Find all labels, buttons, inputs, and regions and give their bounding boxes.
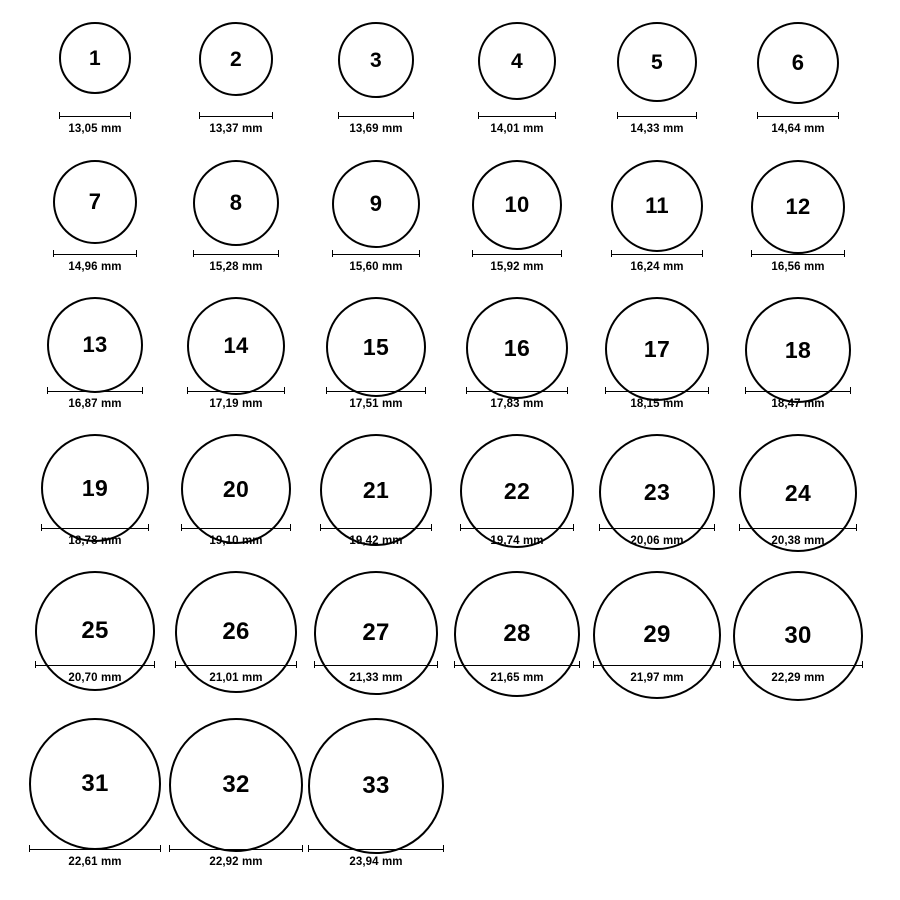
ring-diameter-label: 16,56 mm bbox=[771, 261, 825, 273]
ring-size-number: 28 bbox=[503, 620, 531, 647]
ring-size-number: 13 bbox=[82, 332, 108, 357]
dimension-bar-icon bbox=[35, 661, 155, 668]
ring-diameter-label: 19,42 mm bbox=[349, 535, 403, 547]
dimension-bar-icon bbox=[478, 112, 556, 119]
dimension-bar-icon bbox=[175, 661, 297, 668]
ring-diameter-dimension bbox=[617, 112, 697, 136]
ring-size-number: 7 bbox=[88, 189, 102, 214]
ring-size-cell bbox=[166, 571, 306, 685]
dimension-bar-icon bbox=[605, 387, 709, 394]
ring-diameter-dimension bbox=[338, 112, 414, 136]
ring-size-number: 23 bbox=[643, 478, 671, 505]
ring-diameter-dimension bbox=[599, 524, 715, 548]
ring-diameter-dimension bbox=[181, 524, 291, 548]
ring-size-number: 11 bbox=[645, 193, 669, 218]
ring-circle bbox=[326, 297, 426, 397]
ring-diameter-dimension bbox=[733, 661, 863, 685]
ring-size-cell bbox=[447, 160, 587, 274]
ring-size-number: 8 bbox=[229, 190, 243, 215]
ring-circle bbox=[59, 22, 131, 94]
ring-circle bbox=[193, 160, 279, 246]
ring-size-number: 10 bbox=[504, 192, 530, 217]
dimension-bar-icon bbox=[29, 845, 161, 852]
ring-size-cell bbox=[306, 571, 446, 685]
ring-size-number: 24 bbox=[784, 479, 812, 506]
ring-size-cell bbox=[166, 434, 306, 548]
dimension-bar-icon bbox=[308, 845, 444, 852]
ring-diameter-dimension bbox=[611, 250, 703, 274]
dimension-bar-icon bbox=[593, 661, 721, 668]
ring-diameter-label: 16,24 mm bbox=[630, 261, 684, 273]
ring-circle bbox=[617, 22, 697, 102]
ring-size-cell bbox=[587, 434, 727, 548]
ring-diameter-label: 14,96 mm bbox=[68, 261, 122, 273]
ring-diameter-label: 22,29 mm bbox=[771, 672, 825, 684]
ring-size-number: 15 bbox=[362, 333, 390, 360]
ring-size-number: 17 bbox=[643, 335, 671, 362]
ring-size-cell bbox=[587, 22, 727, 136]
dimension-bar-icon bbox=[338, 112, 414, 119]
ring-size-cell bbox=[728, 160, 868, 274]
ring-diameter-dimension bbox=[193, 250, 279, 274]
dimension-bar-icon bbox=[320, 524, 432, 531]
ring-size-number: 12 bbox=[785, 194, 811, 219]
dimension-bar-icon bbox=[314, 661, 438, 668]
ring-diameter-dimension bbox=[29, 845, 161, 869]
ring-diameter-label: 17,19 mm bbox=[209, 398, 263, 410]
dimension-bar-icon bbox=[199, 112, 273, 119]
ring-diameter-label: 22,61 mm bbox=[68, 856, 122, 868]
ring-size-number: 33 bbox=[362, 772, 390, 799]
ring-diameter-dimension bbox=[472, 250, 562, 274]
ring-size-number: 16 bbox=[503, 334, 531, 361]
dimension-bar-icon bbox=[751, 250, 845, 257]
ring-size-cell bbox=[166, 718, 306, 869]
dimension-bar-icon bbox=[326, 387, 426, 394]
ring-size-cell bbox=[447, 571, 587, 685]
ring-size-cell bbox=[447, 434, 587, 548]
ring-diameter-label: 17,83 mm bbox=[490, 398, 544, 410]
ring-diameter-dimension bbox=[454, 661, 580, 685]
ring-size-number: 3 bbox=[370, 48, 382, 72]
ring-size-number: 21 bbox=[362, 476, 390, 503]
ring-diameter-label: 16,87 mm bbox=[68, 398, 122, 410]
ring-size-cell bbox=[447, 22, 587, 136]
ring-size-cell bbox=[166, 22, 306, 136]
ring-size-number: 4 bbox=[511, 49, 523, 73]
dimension-bar-icon bbox=[611, 250, 703, 257]
ring-diameter-label: 19,74 mm bbox=[490, 535, 544, 547]
ring-circle bbox=[29, 718, 161, 850]
ring-size-number: 18 bbox=[784, 336, 812, 363]
ring-size-cell bbox=[728, 434, 868, 548]
ring-diameter-label: 23,94 mm bbox=[349, 856, 403, 868]
ring-size-cell bbox=[447, 297, 587, 411]
ring-diameter-label: 14,01 mm bbox=[490, 123, 544, 135]
dimension-bar-icon bbox=[193, 250, 279, 257]
dimension-bar-icon bbox=[733, 661, 863, 668]
ring-size-cell bbox=[25, 718, 165, 869]
ring-size-number: 29 bbox=[643, 621, 671, 648]
ring-diameter-dimension bbox=[199, 112, 273, 136]
ring-diameter-label: 14,64 mm bbox=[771, 123, 825, 135]
ring-circle bbox=[47, 297, 143, 393]
dimension-bar-icon bbox=[53, 250, 137, 257]
ring-diameter-label: 19,10 mm bbox=[209, 535, 263, 547]
ring-diameter-label: 21,33 mm bbox=[349, 672, 403, 684]
ring-size-cell bbox=[728, 22, 868, 136]
dimension-bar-icon bbox=[181, 524, 291, 531]
ring-diameter-label: 15,60 mm bbox=[349, 261, 403, 273]
ring-diameter-label: 20,70 mm bbox=[68, 672, 122, 684]
ring-circle bbox=[187, 297, 285, 395]
dimension-bar-icon bbox=[59, 112, 131, 119]
dimension-bar-icon bbox=[41, 524, 149, 531]
ring-circle bbox=[338, 22, 414, 98]
ring-circle bbox=[472, 160, 562, 250]
ring-size-cell bbox=[306, 434, 446, 548]
ring-diameter-label: 17,51 mm bbox=[349, 398, 403, 410]
dimension-bar-icon bbox=[47, 387, 143, 394]
ring-circle bbox=[308, 718, 444, 854]
ring-size-cell bbox=[25, 571, 165, 685]
ring-size-number: 19 bbox=[81, 474, 109, 501]
dimension-bar-icon bbox=[466, 387, 568, 394]
ring-circle bbox=[757, 22, 839, 104]
ring-circle bbox=[611, 160, 703, 252]
ring-diameter-dimension bbox=[187, 387, 285, 411]
ring-size-number: 14 bbox=[223, 333, 249, 358]
ring-diameter-dimension bbox=[169, 845, 303, 869]
dimension-bar-icon bbox=[460, 524, 574, 531]
dimension-bar-icon bbox=[454, 661, 580, 668]
ring-size-number: 9 bbox=[369, 191, 383, 216]
ring-diameter-label: 20,38 mm bbox=[771, 535, 825, 547]
ring-circle bbox=[332, 160, 420, 248]
ring-size-number: 5 bbox=[651, 50, 663, 74]
dimension-bar-icon bbox=[757, 112, 839, 119]
ring-diameter-label: 18,47 mm bbox=[771, 398, 825, 410]
ring-diameter-dimension bbox=[59, 112, 131, 136]
ring-size-number: 22 bbox=[503, 477, 531, 504]
ring-diameter-dimension bbox=[47, 387, 143, 411]
dimension-bar-icon bbox=[599, 524, 715, 531]
dimension-bar-icon bbox=[169, 845, 303, 852]
dimension-bar-icon bbox=[332, 250, 420, 257]
ring-diameter-dimension bbox=[745, 387, 851, 411]
ring-diameter-dimension bbox=[332, 250, 420, 274]
ring-diameter-label: 13,69 mm bbox=[349, 123, 403, 135]
ring-size-cell bbox=[587, 160, 727, 274]
ring-diameter-dimension bbox=[53, 250, 137, 274]
ring-diameter-dimension bbox=[320, 524, 432, 548]
dimension-bar-icon bbox=[472, 250, 562, 257]
ring-circle bbox=[478, 22, 556, 100]
ring-diameter-dimension bbox=[35, 661, 155, 685]
ring-size-number: 32 bbox=[222, 771, 250, 798]
ring-diameter-label: 15,28 mm bbox=[209, 261, 263, 273]
dimension-bar-icon bbox=[617, 112, 697, 119]
ring-size-cell bbox=[306, 718, 446, 869]
ring-size-cell bbox=[166, 297, 306, 411]
ring-size-number: 6 bbox=[791, 50, 805, 75]
ring-diameter-label: 15,92 mm bbox=[490, 261, 544, 273]
ring-diameter-dimension bbox=[460, 524, 574, 548]
ring-diameter-label: 22,92 mm bbox=[209, 856, 263, 868]
ring-diameter-dimension bbox=[739, 524, 857, 548]
ring-size-cell bbox=[728, 297, 868, 411]
ring-diameter-label: 13,05 mm bbox=[68, 123, 122, 135]
ring-size-cell bbox=[166, 160, 306, 274]
ring-diameter-label: 14,33 mm bbox=[630, 123, 684, 135]
ring-circle bbox=[199, 22, 273, 96]
ring-size-number: 25 bbox=[81, 617, 109, 644]
ring-size-cell bbox=[306, 160, 446, 274]
ring-size-cell bbox=[25, 160, 165, 274]
ring-diameter-dimension bbox=[326, 387, 426, 411]
ring-circle bbox=[466, 297, 568, 399]
ring-diameter-label: 21,01 mm bbox=[209, 672, 263, 684]
ring-size-number: 31 bbox=[81, 770, 109, 797]
ring-size-number: 30 bbox=[784, 622, 812, 649]
ring-size-cell bbox=[25, 434, 165, 548]
ring-diameter-dimension bbox=[605, 387, 709, 411]
ring-size-cell bbox=[306, 297, 446, 411]
ring-size-number: 27 bbox=[362, 619, 390, 646]
ring-diameter-label: 13,37 mm bbox=[209, 123, 263, 135]
ring-circle bbox=[605, 297, 709, 401]
ring-diameter-dimension bbox=[751, 250, 845, 274]
ring-size-cell bbox=[728, 571, 868, 685]
ring-diameter-label: 18,78 mm bbox=[68, 535, 122, 547]
ring-size-cell bbox=[25, 22, 165, 136]
ring-size-number: 2 bbox=[230, 47, 242, 71]
ring-diameter-dimension bbox=[41, 524, 149, 548]
dimension-bar-icon bbox=[739, 524, 857, 531]
ring-diameter-dimension bbox=[175, 661, 297, 685]
ring-diameter-dimension bbox=[478, 112, 556, 136]
ring-size-number: 1 bbox=[89, 46, 101, 70]
ring-circle bbox=[53, 160, 137, 244]
ring-diameter-dimension bbox=[308, 845, 444, 869]
ring-diameter-label: 21,65 mm bbox=[490, 672, 544, 684]
ring-size-cell bbox=[587, 297, 727, 411]
ring-diameter-dimension bbox=[314, 661, 438, 685]
dimension-bar-icon bbox=[187, 387, 285, 394]
ring-size-number: 26 bbox=[222, 618, 250, 645]
ring-diameter-dimension bbox=[466, 387, 568, 411]
ring-size-cell bbox=[306, 22, 446, 136]
ring-diameter-label: 21,97 mm bbox=[630, 672, 684, 684]
ring-diameter-dimension bbox=[757, 112, 839, 136]
ring-circle bbox=[751, 160, 845, 254]
ring-diameter-dimension bbox=[593, 661, 721, 685]
ring-size-number: 20 bbox=[222, 475, 250, 502]
dimension-bar-icon bbox=[745, 387, 851, 394]
ring-diameter-label: 20,06 mm bbox=[630, 535, 684, 547]
ring-size-cell bbox=[587, 571, 727, 685]
ring-size-cell bbox=[25, 297, 165, 411]
ring-circle bbox=[169, 718, 303, 852]
ring-diameter-label: 18,15 mm bbox=[630, 398, 684, 410]
